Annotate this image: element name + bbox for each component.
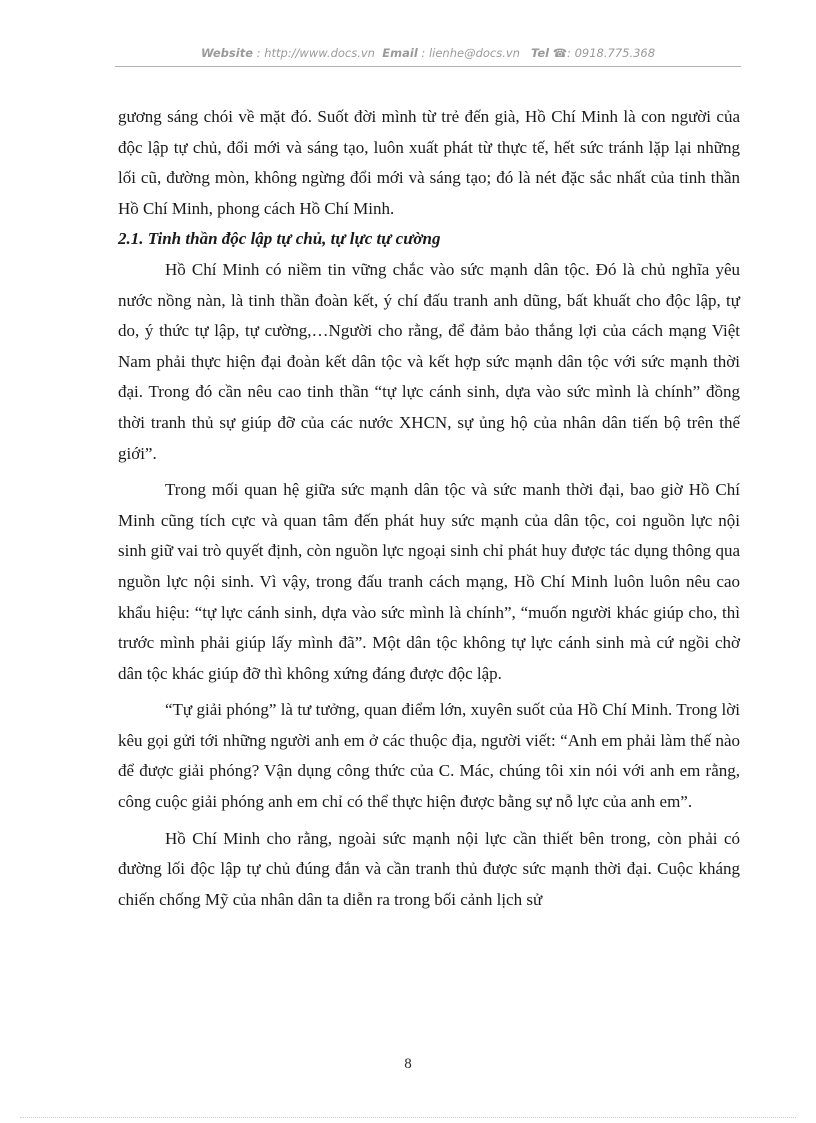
paragraph-national-strength: Hồ Chí Minh có niềm tin vững chắc vào sức mạnh dân tộc. Đó là chủ nghĩa yêu nước nồng nàn, là tinh thần đoàn kết, ý chí đấu tranh anh dũng, bất khuất cho độc lập, tự do, ý thức tự lập, tự cường,…Người cho rằng, để đảm bảo thắng lợi của cách mạng Việt Nam phải thực hiện đại đoàn kết dân tộc và kết hợp sức mạnh dân tộc với sức mạnh thời đại. Trong đó cần nêu cao tinh thần “tự lực cánh sinh, dựa vào sức mình là chính” đồng thời tranh thủ sự giúp đỡ của các nước XHCN, sự ủng hộ của nhân dân tiến bộ trên thế giới”. (118, 259, 740, 463)
paragraph-independent-line: Hồ Chí Minh cho rằng, ngoài sức mạnh nội lực cần thiết bên trong, còn phải có đường lối độc lập tự chủ đúng đắn và cần tranh thủ được sức mạnh thời đại. Cuộc kháng chiến chống Mỹ của nhân dân ta diễn ra trong bối cảnh lịch sử (118, 828, 740, 909)
phone-icon: ☎ (552, 46, 568, 60)
tel-label: Tel (530, 46, 550, 60)
email-label: Email (382, 46, 418, 60)
header-divider (115, 66, 741, 67)
page-header (115, 46, 741, 60)
page-number: 8 (404, 1056, 412, 1072)
website-value: : http://www.docs.vn (256, 46, 375, 60)
website-label: Website (200, 46, 254, 60)
paragraph-self-liberation: “Tự giải phóng” là tư tưởng, quan điểm lớn, xuyên suốt của Hồ Chí Minh. Trong lời kêu gọi gửi tới những người anh em ở các thuộc địa, người viết: “Anh em phải làm thế nào để được giải phóng? Vận dụng công thức của C. Mác, chúng tôi xin nói với anh em rằng, công cuộc giải phóng anh em chỉ có thể thực hiện được bằng sự nỗ lực của anh em”. (118, 700, 740, 812)
section-heading: 2.1. Tinh thần độc lập tự chủ, tự lực tự cường (118, 229, 441, 249)
email-value: : lienhe@docs.vn (421, 46, 520, 60)
footer-divider (20, 1117, 796, 1118)
tel-value: : 0918.775.368 (567, 46, 656, 60)
paragraph-internal-external: Trong mối quan hệ giữa sức mạnh dân tộc và sức manh thời đại, bao giờ Hồ Chí Minh cũng tích cực và quan tâm đến phát huy sức mạnh của dân tộc, coi nguồn lực nội sinh giữ vai trò quyết định, còn nguồn lực ngoại sinh chỉ phát huy được tác dụng thông qua nguồn lực nội sinh. Vì vậy, trong đấu tranh cách mạng, Hồ Chí Minh luôn luôn nêu cao khẩu hiệu: “tự lực cánh sinh, dựa vào sức mình là chính”, “muốn người khác giúp cho, thì trước mình phải giúp lấy mình đã”. Một dân tộc không tự lực cánh sinh mà cứ ngồi chờ dân tộc khác giúp đỡ thì không xứng đáng được độc lập. (118, 480, 740, 683)
document-body (118, 102, 740, 915)
paragraph-intro: gương sáng chói về mặt đó. Suốt đời mình từ trẻ đến già, Hồ Chí Minh là con người của độc lập tự chủ, đổi mới và sáng tạo, luôn xuất phát từ thực tế, hết sức tránh lặp lại những lối cũ, đường mòn, không ngừng đổi mới và sáng tạo; đó là nét đặc sắc nhất của tinh thần Hồ Chí Minh, phong cách Hồ Chí Minh. (118, 107, 740, 218)
